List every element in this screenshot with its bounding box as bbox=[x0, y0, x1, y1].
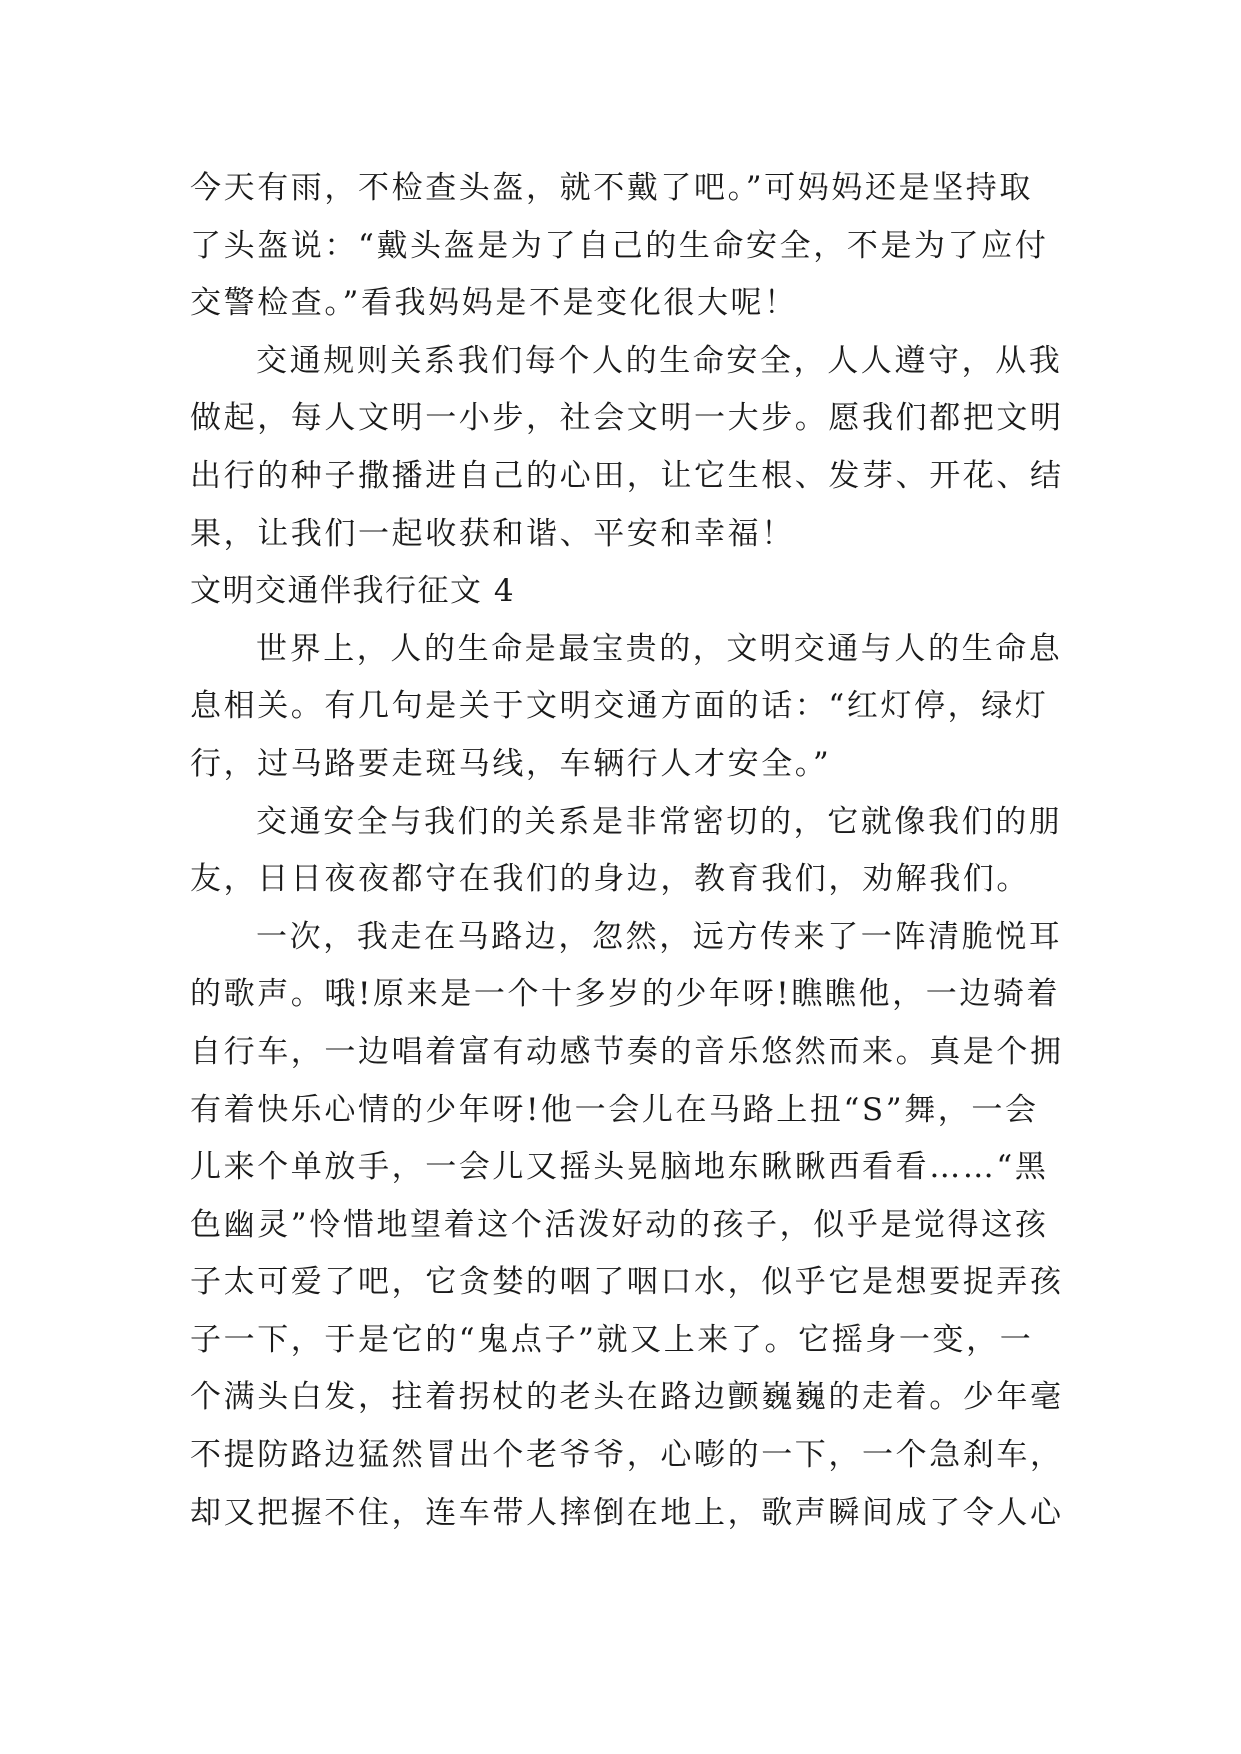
text-line: 文明交通伴我行征文 4 bbox=[190, 573, 516, 610]
text-line: 个满头白发，拄着拐杖的老头在路边颤巍巍的走着。少年毫 bbox=[190, 1379, 1064, 1416]
text-line: 了头盔说：“戴头盔是为了自己的生命安全，不是为了应付 bbox=[190, 227, 1049, 264]
text-line: 子太可爱了吧，它贪婪的咽了咽口水，似乎它是想要捉弄孩 bbox=[190, 1264, 1064, 1301]
section-title bbox=[190, 563, 1060, 621]
paragraph bbox=[190, 621, 1063, 794]
text-line: 却又把握不住，连车带人摔倒在地上，歌声瞬间成了令人心 bbox=[190, 1494, 1064, 1531]
text-line: 行，过马路要走斑马线，车辆行人才安全。” bbox=[190, 745, 832, 782]
text-line: 的歌声。哦!原来是一个十多岁的少年呀!瞧瞧他，一边骑着 bbox=[190, 976, 1061, 1013]
text-line: 交警检查。”看我妈妈是不是变化很大呢！ bbox=[190, 285, 798, 322]
text-line: 有着快乐心情的少年呀!他一会儿在马路上扭“S”舞，一会 bbox=[190, 1091, 1039, 1128]
text-line: 世界上，人的生命是最宝贵的，文明交通与人的生命息 bbox=[256, 630, 1063, 667]
text-line: 一次，我走在马路边，忽然，远方传来了一阵清脆悦耳 bbox=[256, 918, 1063, 955]
text-line: 交通规则关系我们每个人的生命安全，人人遵守，从我 bbox=[256, 342, 1063, 379]
paragraph bbox=[190, 794, 1063, 909]
text-line: 果，让我们一起收获和谐、平安和幸福！ bbox=[190, 515, 795, 552]
text-line: 做起，每人文明一小步，社会文明一大步。愿我们都把文明 bbox=[190, 400, 1064, 437]
text-line: 友，日日夜夜都守在我们的身边，教育我们，劝解我们。 bbox=[190, 861, 1030, 898]
text-line: 今天有雨，不检查头盔，就不戴了吧。”可妈妈还是坚持取 bbox=[190, 170, 1033, 206]
text-line: 交通安全与我们的关系是非常密切的，它就像我们的朋 bbox=[256, 803, 1063, 840]
paragraph bbox=[190, 333, 1064, 563]
text-line: 息相关。有几句是关于文明交通方面的话：“红灯停，绿灯 bbox=[190, 688, 1049, 725]
text-line: 色幽灵”怜惜地望着这个活泼好动的孩子，似乎是觉得这孩 bbox=[190, 1206, 1049, 1243]
paragraph bbox=[190, 909, 1064, 1543]
document-body bbox=[190, 160, 1064, 1542]
text-line: 子一下，于是它的“鬼点子”就又上来了。它摇身一变，一 bbox=[190, 1321, 1034, 1358]
text-line: 自行车，一边唱着富有动感节奏的音乐悠然而来。真是个拥 bbox=[190, 1033, 1064, 1070]
text-line: 不提防路边猛然冒出个老爷爷，心嘭的一下，一个急刹车， bbox=[190, 1437, 1064, 1474]
paragraph bbox=[190, 160, 1060, 333]
text-line: 儿来个单放手，一会儿又摇头晃脑地东瞅瞅西看看……“黑 bbox=[190, 1149, 1049, 1186]
text-line: 出行的种子撒播进自己的心田，让它生根、发芽、开花、结 bbox=[190, 457, 1064, 494]
